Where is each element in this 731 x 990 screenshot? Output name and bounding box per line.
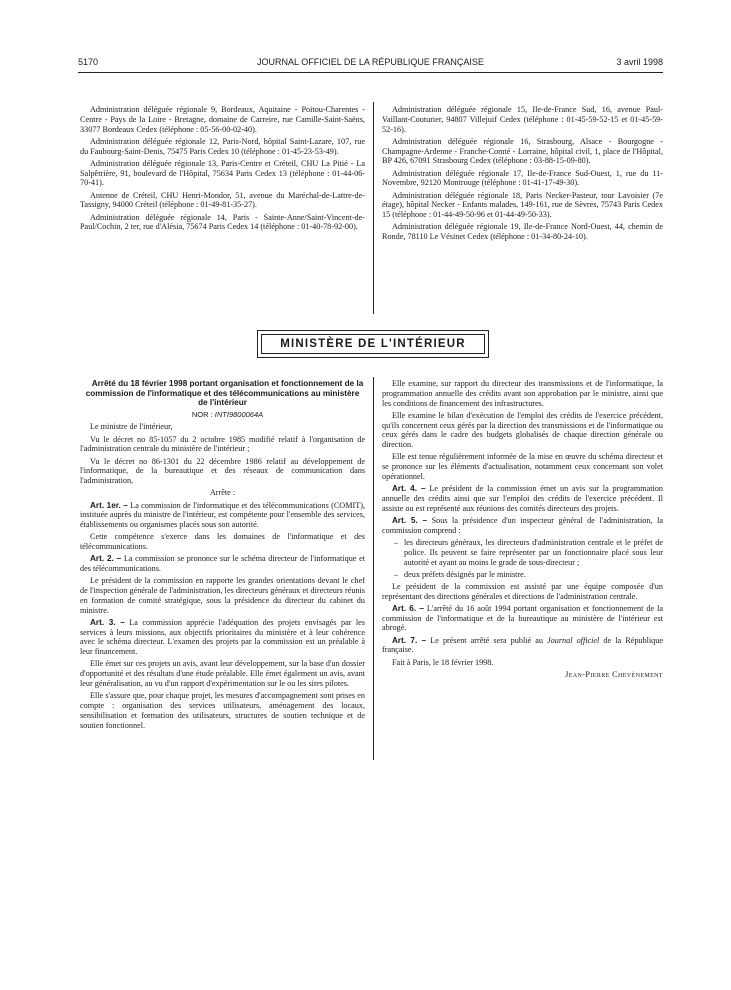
list-item: – les directeurs généraux, les directeurs d'administration centrale et le préfet de police. Ils peuvent se faire représenter par un fonctionnaire placé sous leur autorité et ayant au moins le grade de sous-directeur ;: [382, 538, 663, 567]
address-paragraph: Administration déléguée régionale 13, Paris-Centre et Créteil, CHU La Pitié - La Salpêtrière, 91, boulevard de l'Hôpital, 75634 Paris Cedex 13 (téléphone : 01-44-06-70-41).: [80, 158, 365, 188]
article-paragraph: Le président de la commission est assisté par une équipe composée d'un représentant des directions générales et directions de l'administration centrale.: [382, 581, 663, 601]
ministry-title: MINISTÈRE DE L'INTÉRIEUR: [261, 334, 485, 354]
article-5: Art. 5. – Sous la présidence d'un inspecteur général de l'administration, la commission comprend :: [382, 515, 663, 535]
arrete-left-column: [80, 379, 365, 733]
address-paragraph: Administration déléguée régionale 17, Ile-de-France Sud-Ouest, 1, rue du 11-Novembre, 92120 Montrouge (téléphone : 01-41-17-49-30).: [382, 168, 663, 188]
article-paragraph: Elle est tenue régulièrement informée de la mise en œuvre du schéma directeur et se prononce sur les éléments d'actualisation, notamment ceux concernant son volet opérationnel.: [382, 452, 663, 481]
address-paragraph: Administration déléguée régionale 12, Paris-Nord, hôpital Saint-Lazare, 107, rue du Faubourg-Saint-Denis, 75475 Paris Cedex 10 (téléphone : 01-45-23-53-49).: [80, 136, 365, 156]
nor-reference: NOR : INTI9800064A: [191, 410, 264, 420]
page-header: [78, 57, 663, 71]
article-paragraph: Elle examine, sur rapport du directeur des transmissions et de l'informatique, la programmation annuelle des crédits avant son approbation par le ministre, ainsi que les conditions de financement des infrastructures.: [382, 379, 663, 408]
article-1: Art. 1er. – La commission de l'informatique et des télécommunications (COMIT), instituée auprès du ministre de l'intérieur, est compétente pour l'ensemble des services, établissements ou organismes placés sous son autorité.: [80, 500, 366, 530]
arrete-title: Arrêté du 18 février 1998 portant organisation et fonctionnement de la commission de l'informatique et des télécommunications au ministère de l'intérieur: [85, 379, 364, 408]
article-3: Art. 3. – La commission apprécie l'adéquation des projets envisagés par les services à leurs missions, aux objectifs prioritaires du ministère et à leur cohérence avec le schéma directeur. L'examen des projets par la commission est un préalable à leur financement.: [80, 617, 365, 657]
top-left-column: [80, 105, 365, 235]
article-paragraph: Elle s'assure que, pour chaque projet, les mesures d'accompagnement sont prises en compte : organisation des services utilisateurs, aménagement des locaux, sensibilisation et formation des utilisateurs, structures de soutien technique et de soutien fonctionnel.: [80, 691, 365, 730]
article-7: Art. 7. – Le présent arrêté sera publié au Journal officiel de la République française.: [382, 635, 663, 655]
article-paragraph: Cette compétence s'exerce dans les domaines de l'informatique et des télécommunications.: [80, 532, 365, 552]
ministry-heading-box: [257, 330, 489, 358]
journal-title: JOURNAL OFFICIEL DE LA RÉPUBLIQUE FRANÇAISE: [257, 57, 484, 67]
address-paragraph: Administration déléguée régionale 15, Ile-de-France Sud, 16, avenue Paul-Vaillant-Couturier, 94807 Villejuif Cedex (téléphone : 01-45-59-52-15 et 01-45-59-52-16).: [382, 105, 663, 134]
address-paragraph: Administration déléguée régionale 16, Strasbourg, Alsace - Bourgogne - Champagne-Ardenne - Franche-Comté - Lorraine, hôpital civil, 1, place de l'Hôpital, BP 426, 67091 Strasbourg Cedex (téléphone : 03-88-15-09-80).: [382, 136, 663, 166]
address-paragraph: Antenne de Créteil, CHU Henri-Mondor, 51, avenue du Maréchal-de-Lattre-de-Tassigny, 94000 Créteil (téléphone : 01-49-81-35-27).: [80, 190, 365, 210]
top-right-column: [382, 105, 663, 244]
article-4: Art. 4. – Le président de la commission émet un avis sur la programmation annuelle des crédits ainsi que sur l'emploi des crédits de l'exercice précédent. Il assiste ou est représenté aux réunions des comités directeurs des projets.: [382, 484, 663, 513]
address-paragraph: Administration déléguée régionale 9, Bordeaux, Aquitaine - Poitou-Charentes - Centre - Pays de la Loire - Bretagne, domaine de Carreire, rue Camille-Saint-Saëns, 33077 Bordeaux Cedex (téléphone : 05-56-00-02-40).: [80, 105, 365, 134]
header-rule: [78, 72, 663, 73]
article-2: Art. 2. – La commission se prononce sur le schéma directeur de l'informatique et des télécommunications.: [80, 554, 365, 574]
article-paragraph: Elle émet sur ces projets un avis, avant leur développement, sur la base d'un dossier d'opportunité et des résultats d'une étude préalable. Elle émet également un avis, avant leur généralisation, au vu d'un rapport d'expérimentation sur le ou les sites pilotes.: [80, 659, 365, 688]
vu-clause: Vu le décret no 86-1301 du 22 décembre 1986 relatif au développement de l'informatique, de la bureautique et des réseaux de communication dans l'administration,: [80, 456, 365, 486]
column-divider: [373, 377, 374, 760]
address-paragraph: Administration déléguée régionale 18, Paris Necker-Pasteur, tour Lavoisier (7e étage), hôpital Necker - Enfants malades, 149-161, rue de Sèvres, 75743 Paris Cedex 15 (téléphone : 01-44-49-50-96 et 01-44-49-50-33).: [382, 190, 663, 220]
page-number: 5170: [78, 57, 99, 67]
article-paragraph: Le président de la commission en rapporte les grandes orientations devant le chef de l'inspection générale de l'administration, les directeurs généraux et directeurs réunis en formation de comité stratégique, sous la présidence du directeur du cabinet du ministre.: [80, 576, 365, 615]
article-paragraph: Elle examine le bilan d'exécution de l'emploi des crédits de l'exercice précédent, qu'ils concernent ceux gérés par la direction des transmissions et de l'informatique ou ceux gérés dans le cadre des budgets globalisés de chaque direction générale ou direction.: [382, 410, 663, 450]
address-paragraph: Administration déléguée régionale 14, Paris - Sainte-Anne/Saint-Vincent-de-Paul/Cochin, 2 ter, rue d'Alésia, 75674 Paris Cedex 14 (téléphone : 01-40-78-92-00).: [80, 212, 365, 232]
arrete-word: Arrête :: [209, 488, 236, 498]
vu-clause: Vu le décret no 85-1057 du 2 octobre 1985 modifié relatif à l'organisation de l'administration centrale du ministère de l'intérieur ;: [80, 434, 365, 454]
signing-place-date: Fait à Paris, le 18 février 1998.: [392, 657, 494, 667]
column-divider: [373, 102, 374, 314]
signature: Jean-Pierre Chevènement: [565, 670, 663, 680]
article-6: Art. 6. – L'arrêté du 16 août 1994 portant organisation et fonctionnement de la commission de l'informatique et de la bureautique au ministère de l'intérieur est abrogé.: [382, 603, 663, 633]
arrete-right-column: [382, 379, 663, 683]
issue-date: 3 avril 1998: [616, 57, 663, 67]
minister-intro: Le ministre de l'intérieur,: [90, 422, 173, 432]
list-item: – deux préfets désignés par le ministre.: [382, 570, 663, 580]
address-paragraph: Administration déléguée régionale 19, Ile-de-France Nord-Ouest, 44, chemin de Ronde, 78110 Le Vésinet Cedex (téléphone : 01-34-80-24-10).: [382, 222, 663, 242]
